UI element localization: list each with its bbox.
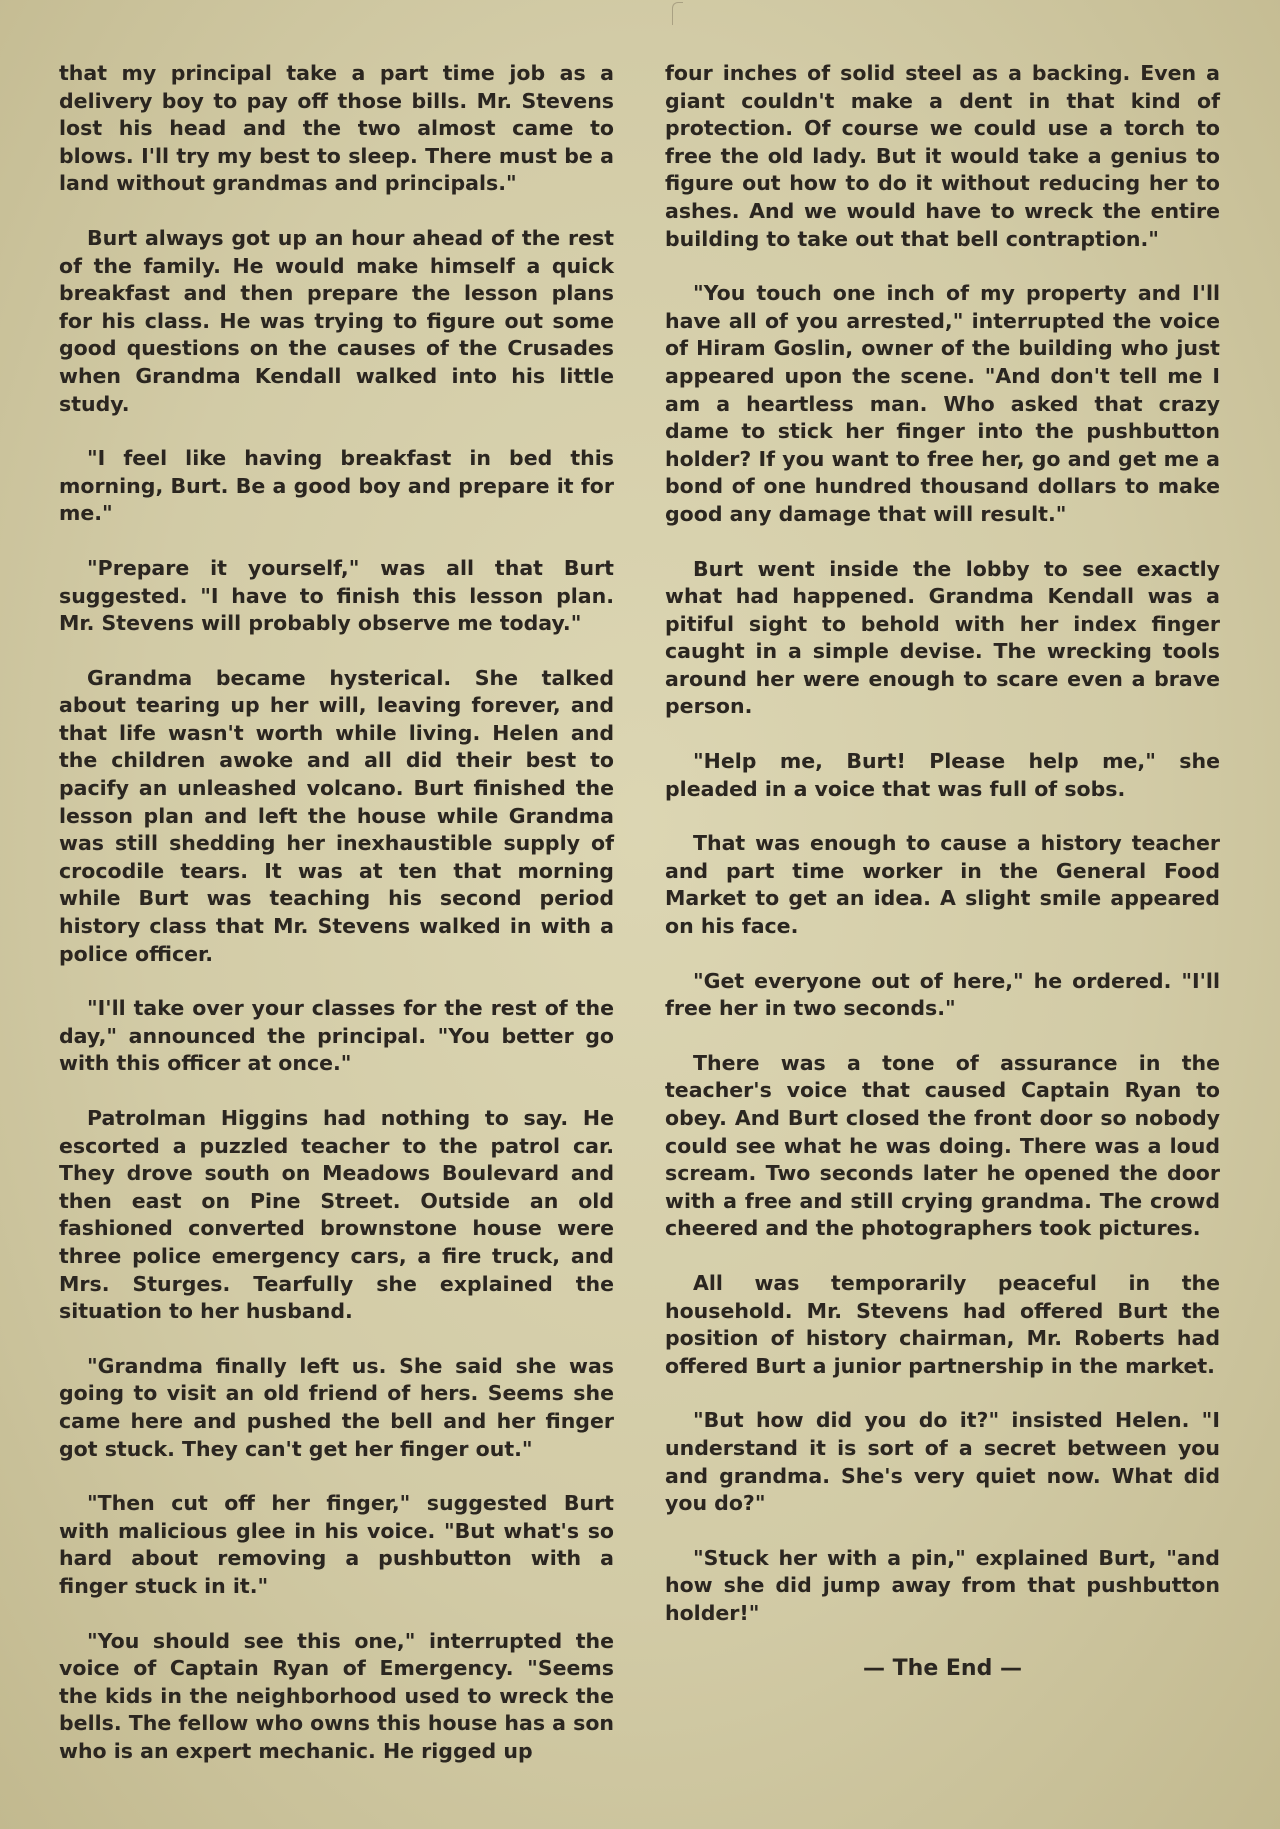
paragraph: Patrolman Higgins had nothing to say. He escorted a puzzled teacher to the patrol car. They drove south on Meadows Boulevard and then east on Pine Street. Outside an old fashioned converted brownstone house were three police emergency cars, a fire truck, and Mrs. Sturges. Tearfully she explained the situation to her husband. [59,1106,614,1324]
paragraph: "But how did you do it?" insisted Helen. "I understand it is sort of a secret between you and grandma. She's very quiet now. What did you do?" [665,1408,1220,1516]
paragraph: "I'll take over your classes for the rest of the day," announced the principal. "You better go with this officer at once." [59,996,614,1076]
paragraph: Burt always got up an hour ahead of the rest of the family. He would make himself a quick breakfast and then prepare the lesson plans for his class. He was trying to figure out some good questions on the causes of the Crusades when Grandma Kendall walked into his little study. [59,225,614,416]
paragraph: "You touch one inch of my property and I'll have all of you arrested," interrupted the voice of Hiram Goslin, owner of the building who just appeared upon the scene. "And don't tell me I am a heartless man. Who asked that crazy dame to stick her finger into the pushbutton holder? If you want to free her, go and get me a bond of one hundred thousand dollars to make good any damage that will result." [665,281,1220,526]
left-column [59,60,614,1792]
paragraph: All was temporarily peaceful in the household. Mr. Stevens had offered Burt the position of history chairman, Mr. Roberts had offered Burt a junior partnership in the market. [665,1270,1220,1378]
paragraph: "Stuck her with a pin," explained Burt, "and how she did jump away from that pushbutton holder!" [665,1545,1220,1625]
paragraph: "You should see this one," interrupted the voice of Captain Ryan of Emergency. "Seems the kids in the neighborhood used to wreck the bells. The fellow who owns this house has a son who is an expert mechanic. He rigged up [59,1628,615,1763]
paragraph: four inches of solid steel as a backing. Even a giant couldn't make a dent in that kind of protection. Of course we could use a torch to free the old lady. But it would take a genius to figure out how to do it without reducing her to ashes. And we would have to wreck the entire building to take out that bell contraption." [665,61,1220,251]
paragraph: "I feel like having breakfast in bed this morning, Burt. Be a good boy and prepare it for me." [59,446,614,526]
paragraph: that my principal take a part time job as a delivery boy to pay off those bills. Mr. Stevens lost his head and the two almost came to blows. I'll try my best to sleep. There must be a land without grandmas and principals." [59,61,614,196]
the-end-label: — The End — [862,1655,1022,1681]
paragraph: Burt went inside the lobby to see exactly what had happened. Grandma Kendall was a pitiful sight to behold with her index finger caught in a simple devise. The wrecking tools around her were enough to scare even a brave person. [665,556,1220,719]
paragraph: "Get everyone out of here," he ordered. "I'll free her in two seconds." [665,968,1220,1021]
paragraph: "Help me, Burt! Please help me," she pleaded in a voice that was full of sobs. [665,749,1220,801]
right-column [665,60,1220,1682]
scan-mark [672,2,683,25]
paragraph: Grandma became hysterical. She talked about tearing up her will, leaving forever, and that life wasn't worth while living. Helen and the children awoke and all did their best to pacify an unleashed volcano. Burt finished the lesson plan and left the house while Grandma was still shedding her inexhaustible supply of crocodile tears. It was at ten that morning while Burt was teaching his second period history class that Mr. Stevens walked in with a police officer. [59,665,614,966]
paragraph: "Grandma finally left us. She said she was going to visit an old friend of hers. Seems she came here and pushed the bell and her finger got stuck. They can't get her finger out." [59,1353,614,1461]
paragraph: "Prepare it yourself," was all that Burt suggested. "I have to finish this lesson plan. Mr. Stevens will probably observe me today." [59,555,614,636]
paragraph: That was enough to cause a history teacher and part time worker in the General Food Market to get an idea. A slight smile appeared on his face. [665,831,1220,939]
paragraph: "Then cut off her finger," suggested Burt with malicious glee in his voice. "But what's so hard about removing a pushbutton with a finger stuck in it." [59,1491,614,1598]
paragraph: There was a tone of assurance in the teacher's voice that caused Captain Ryan to obey. And Burt closed the front door so nobody could see what he was doing. There was a loud scream. Two seconds later he opened the door with a free and still crying grandma. The crowd cheered and the photographers took pictures. [665,1050,1220,1241]
